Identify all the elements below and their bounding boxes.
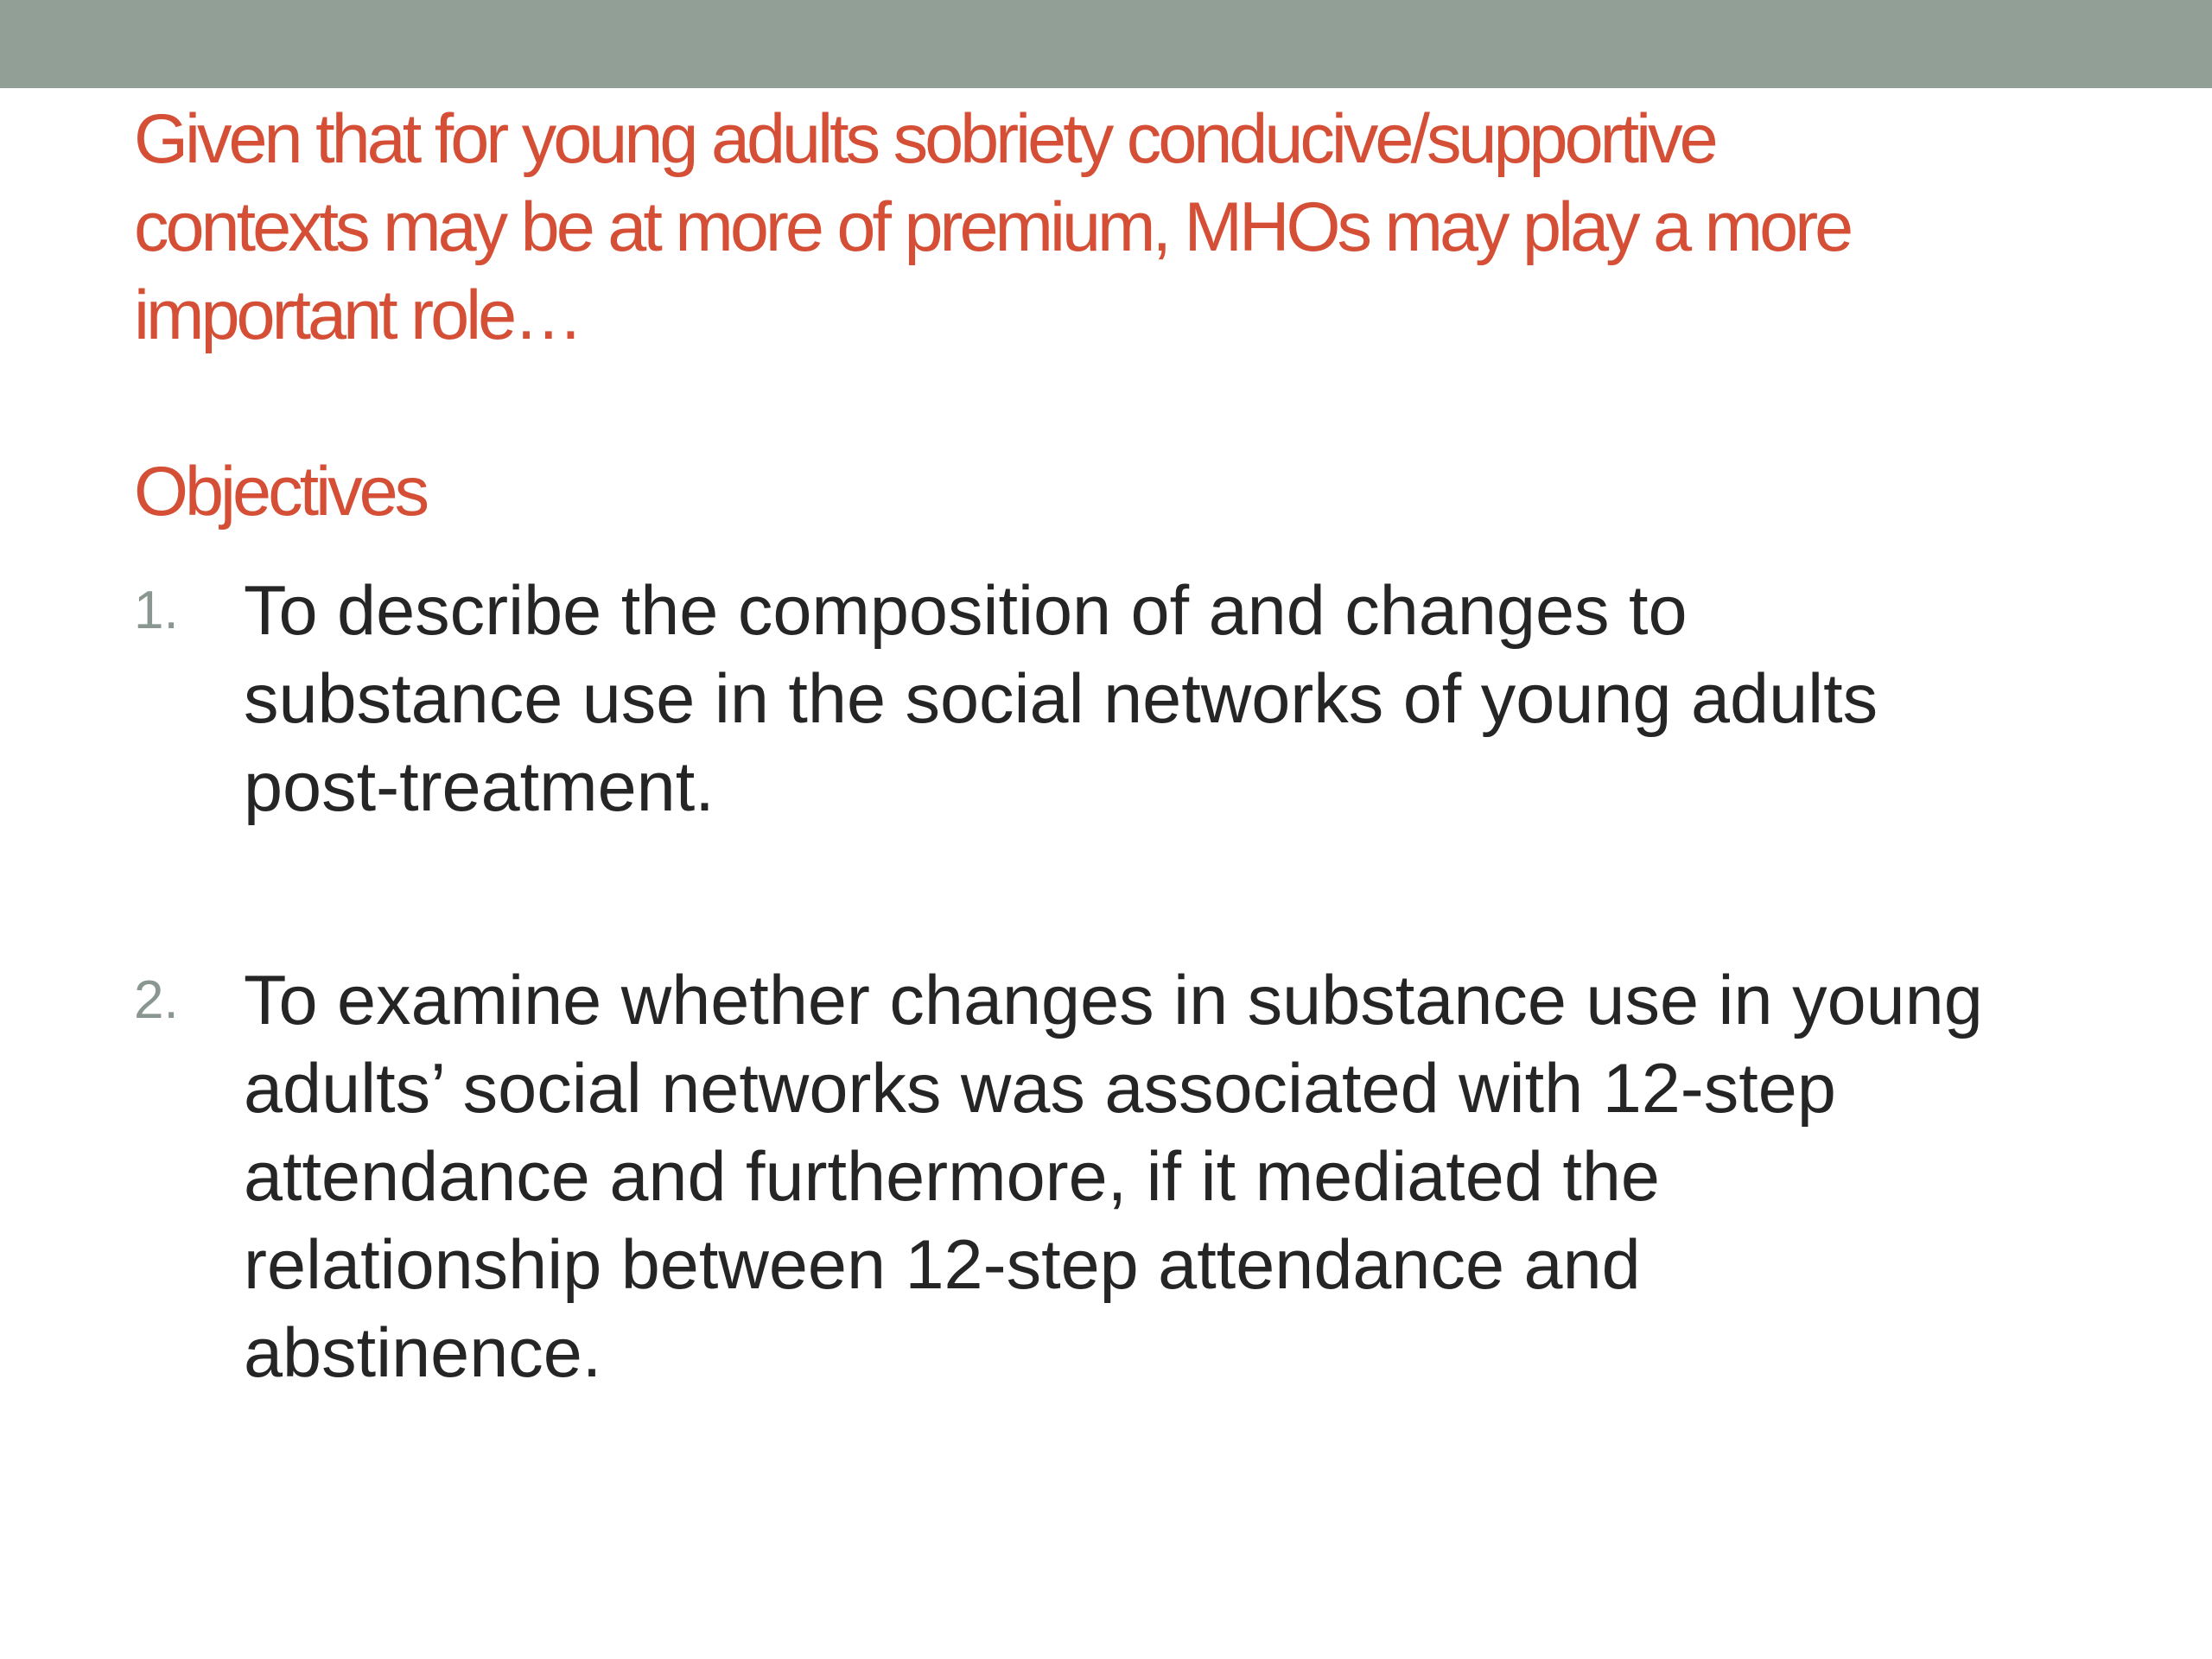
objective-line: attendance and furthermore, if it mediated the: [244, 1138, 1660, 1216]
objective-line: post-treatment.: [244, 748, 715, 826]
objective-text: [244, 957, 2171, 1397]
heading-line: important role…: [134, 276, 581, 354]
objective-line: relationship between 12-step attendance and: [244, 1226, 1641, 1304]
objective-line: To examine whether changes in substance use in young: [244, 962, 1983, 1039]
objectives-title: Objectives: [134, 453, 427, 531]
heading-line: contexts may be at more of premium, MHOs may play a more: [134, 188, 1851, 266]
objective-number: 1.: [134, 581, 179, 640]
objective-line: substance use in the social networks of young adults: [244, 660, 1878, 738]
objective-line: adults’ social networks was associated with 12-step: [244, 1050, 1836, 1128]
objective-line: To describe the composition of and changes to: [244, 572, 1688, 650]
objective-text: [244, 567, 2171, 831]
objective-number: 2.: [134, 970, 179, 1030]
objective-line: abstinence.: [244, 1314, 602, 1392]
heading-line: Given that for young adults sobriety conducive/supportive: [134, 100, 1715, 178]
